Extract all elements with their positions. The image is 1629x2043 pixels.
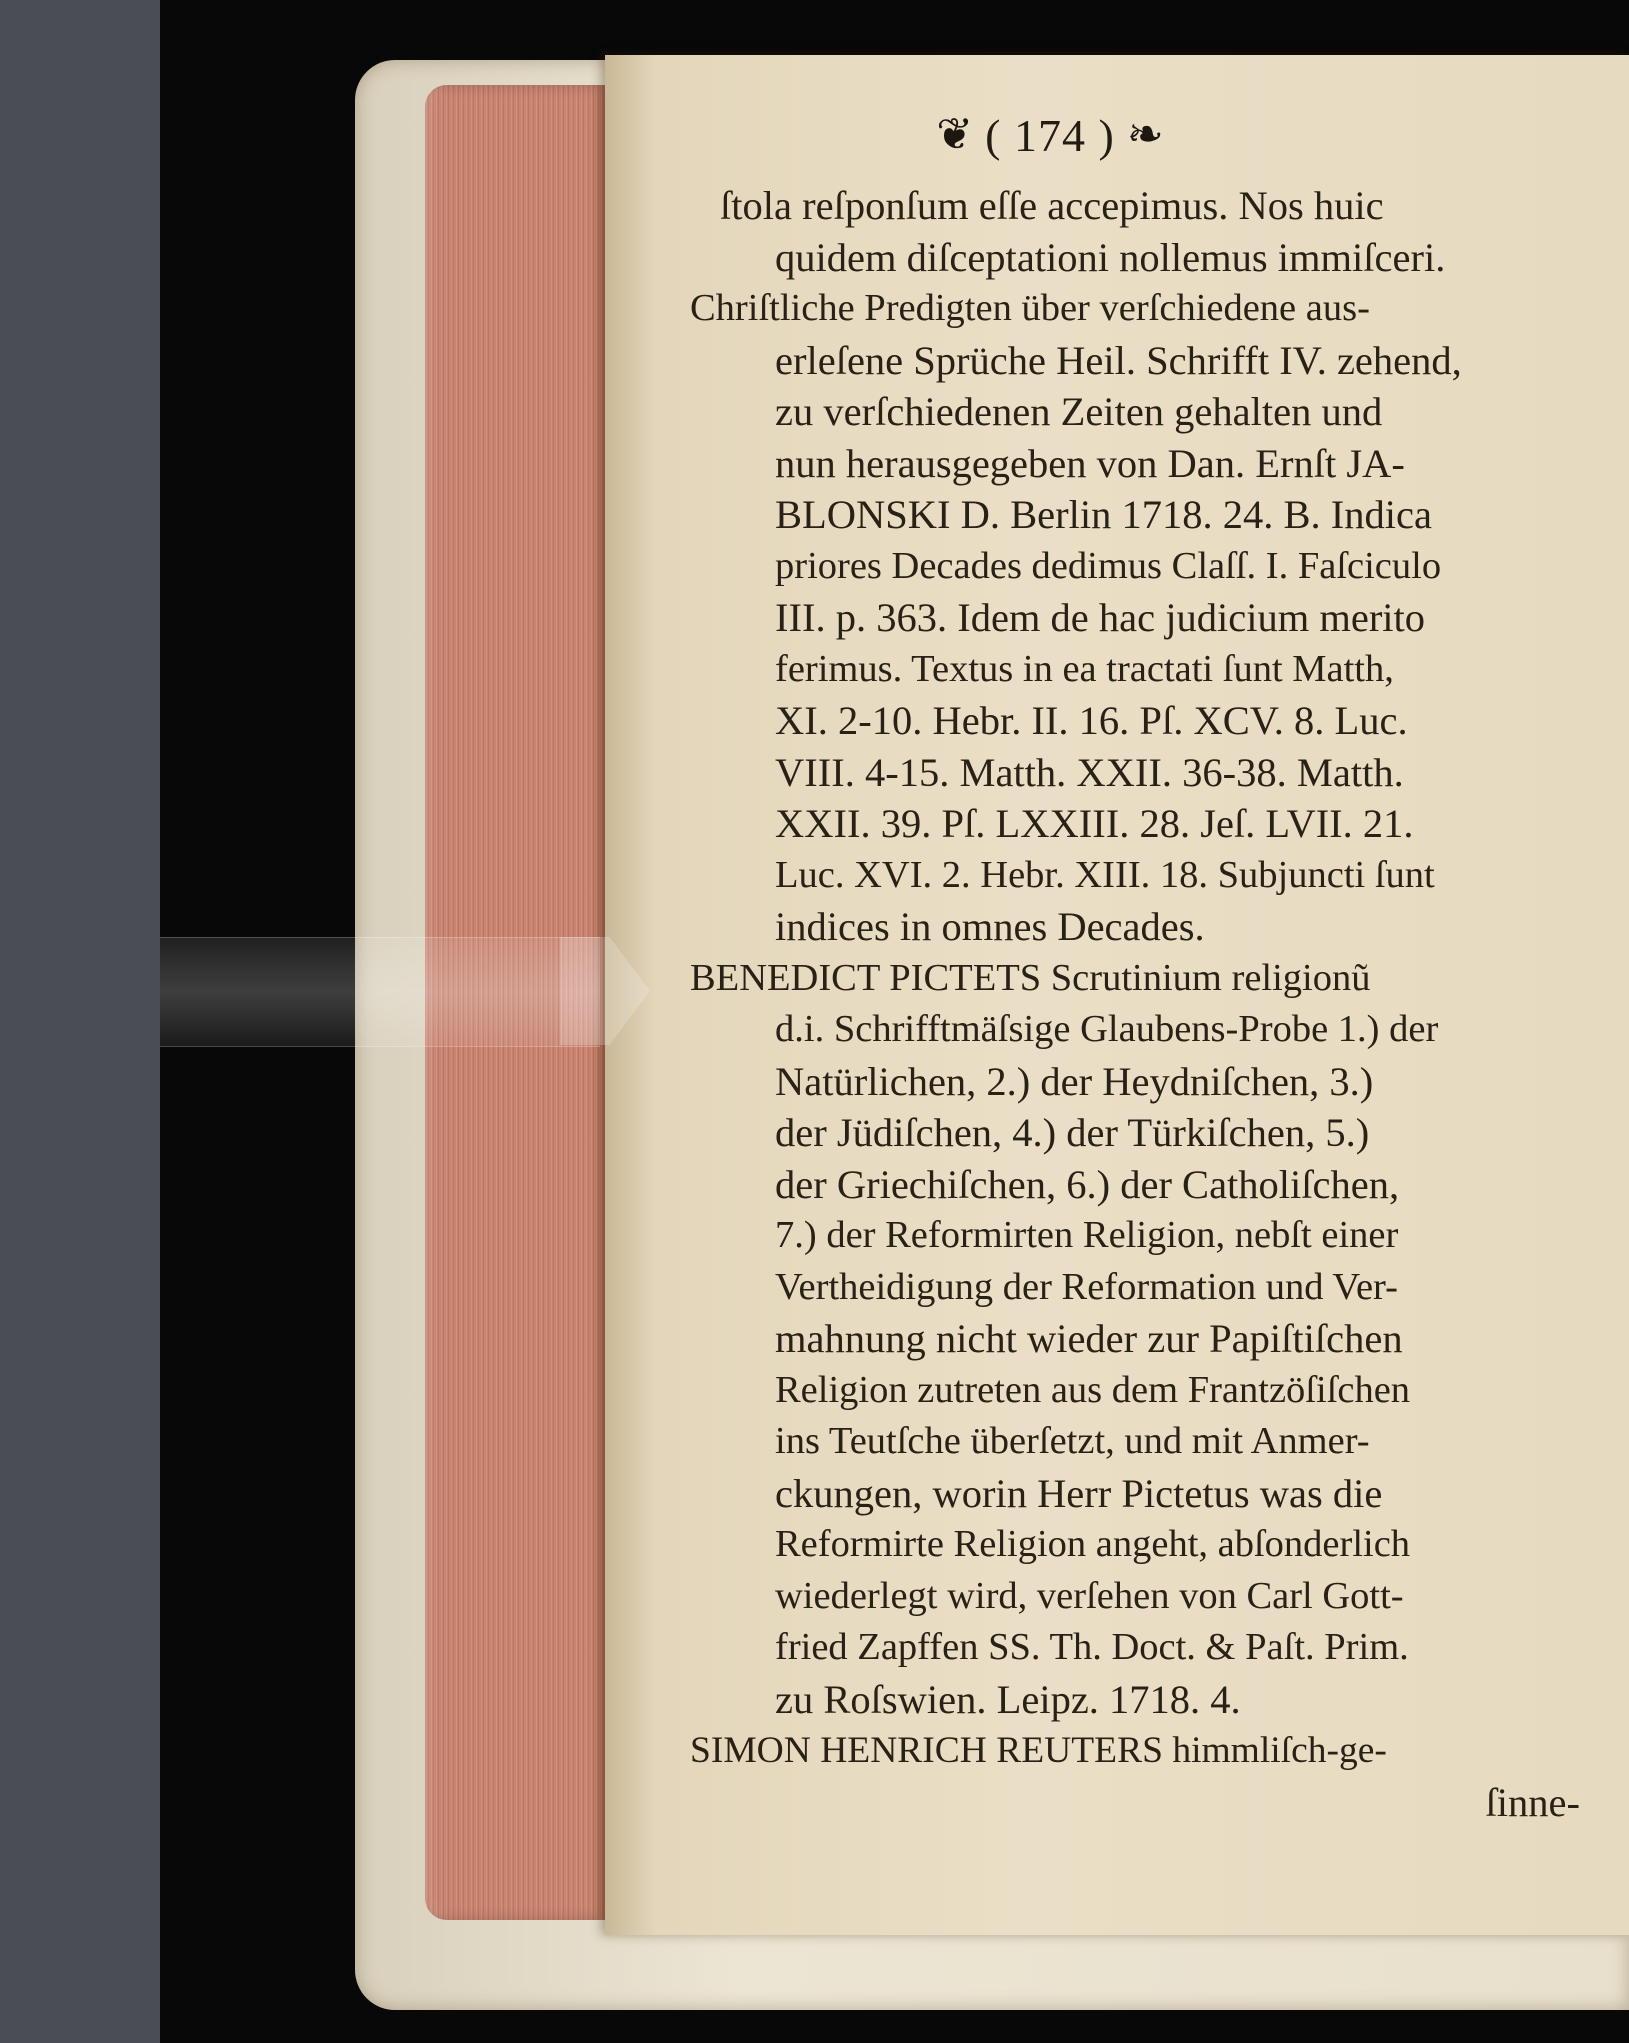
text-line: Natürlichen, 2.) der Heydniſchen, 3.) [775,1058,1374,1104]
text-line: ckungen, worin Herr Pictetus was die [775,1470,1383,1516]
text-line: zu verſchiedenen Zeiten gehalten und [775,389,1383,434]
text-line: III. p. 363. Idem de hac judicium merito [775,595,1426,640]
text-line: SIMON HENRICH REUTERS himmliſch-ge- [690,1730,1387,1771]
text-line: BENEDICT PICTETS Scrutinium religionũ [690,956,1371,999]
text-line: der Griechiſchen, 6.) der Catholiſchen, [775,1161,1400,1207]
text-line: XI. 2-10. Hebr. II. 16. Pſ. XCV. 8. Luc. [775,698,1408,743]
text-line: priores Decades dedimus Claſſ. I. Faſciculo [775,544,1442,587]
text-line: ins Teutſche überſetzt, und mit Anmer- [775,1420,1370,1462]
text-line: mahnung nicht wieder zur Papiſtiſchen [775,1316,1403,1361]
text-line: quidem diſceptationi nollemus immiſceri. [775,234,1446,280]
text-line: erleſene Sprüche Heil. Schrifft IV. zehend, [775,337,1462,383]
text-line: XXII. 39. Pſ. LXXIII. 28. Jeſ. LVII. 21. [775,801,1414,846]
page-header [700,100,1400,170]
ornament-right-icon: ❧ [1126,110,1164,159]
bookmark-strip [160,937,600,1047]
text-line: fried Zapffen SS. Th. Doct. & Paſt. Prim. [775,1626,1409,1668]
text-line: BLONSKI D. Berlin 1718. 24. B. Indica [775,492,1432,537]
text-line: Luc. XVI. 2. Hebr. XIII. 18. Subjuncti ſunt [775,853,1435,896]
text-line: wiederlegt wird, verſehen von Carl Gott- [775,1574,1404,1617]
text-line: ſtola reſponſum eſſe accepimus. Nos huic [720,183,1384,228]
text-line: Reformirte Religion angeht, abſonderlich [775,1523,1411,1565]
text-line: indices in omnes Decades. [775,904,1205,949]
text-line: Vertheidigung der Reformation und Ver- [775,1265,1398,1308]
text-line: VIII. 4-15. Matth. XXII. 36-38. Matth. [775,749,1404,795]
background-left [0,0,160,2043]
text-line: Chriſtliche Predigten über verſchiedene aus- [690,287,1370,329]
catchword: ſinne- [1485,1779,1580,1825]
text-line: Religion zutreten aus dem Frantzöſiſchen [775,1368,1411,1411]
text-line: der Jüdiſchen, 4.) der Türkiſchen, 5.) [775,1110,1370,1155]
page-number: ( 174 ) [985,109,1115,161]
text-line: nun herausgegeben von Dan. Ernſt JA- [775,440,1405,486]
text-line: d.i. Schrifftmäſsige Glaubens-Probe 1.) der [775,1008,1439,1050]
text-line: 7.) der Reformirten Religion, nebſt einer [775,1214,1399,1256]
text-line: zu Roſswien. Leipz. 1718. 4. [775,1676,1241,1722]
ornament-left-icon: ❦ [936,110,974,159]
page-body-text [690,180,1590,1828]
text-line: ferimus. Textus in ea tractati ſunt Matth, [775,647,1394,690]
